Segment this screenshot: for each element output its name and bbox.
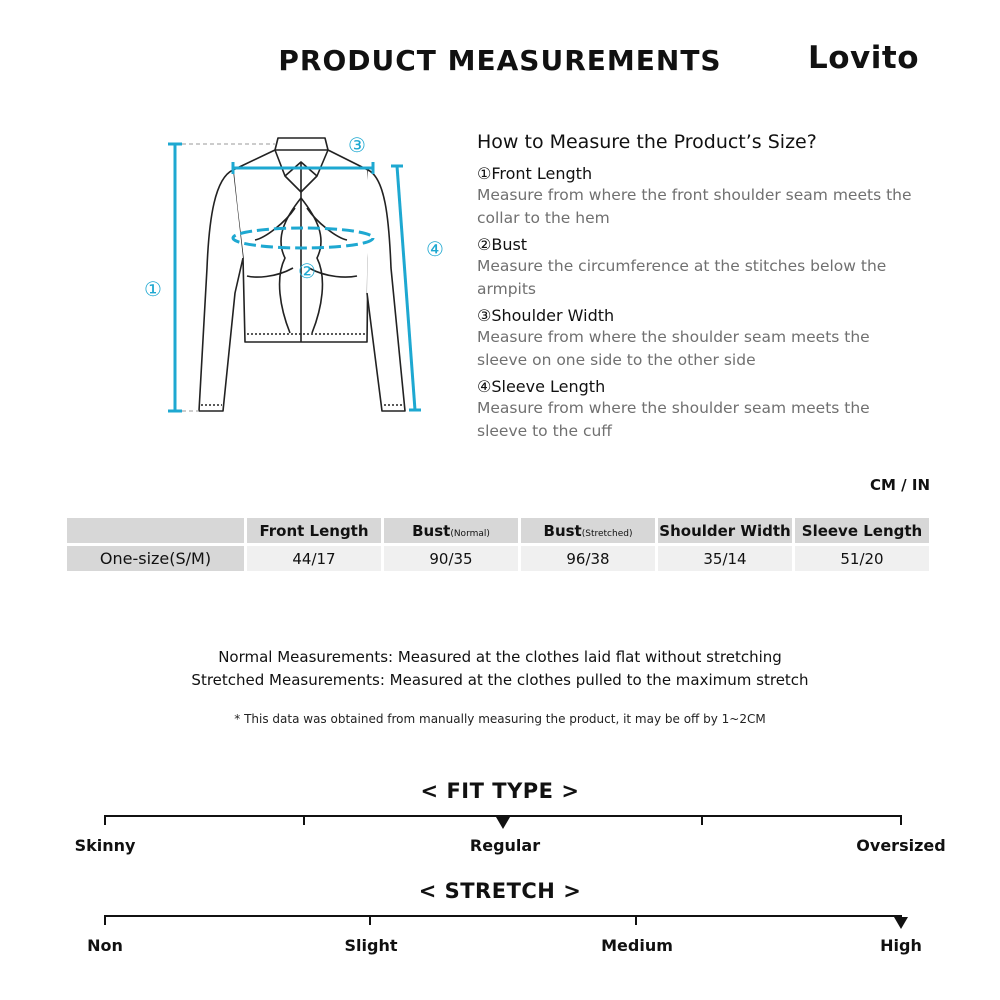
guide-item-name: ④Sleeve Length bbox=[477, 377, 606, 396]
guide-item-desc: Measure from where the front shoulder seam meets the collar to the hem bbox=[477, 186, 912, 227]
guide-item-shoulder-width bbox=[477, 305, 917, 372]
fit-label-skinny: Skinny bbox=[74, 836, 136, 855]
fit-type-tick bbox=[900, 815, 902, 825]
stretch-tick bbox=[369, 915, 371, 925]
stretch-label-non: Non bbox=[87, 936, 123, 955]
guide-item-name: ③Shoulder Width bbox=[477, 306, 615, 325]
marker-shoulder-width: ③ bbox=[348, 133, 366, 157]
fit-type-tick bbox=[303, 815, 305, 825]
note-normal: Normal Measurements: Measured at the clothes laid flat without stretching bbox=[218, 648, 782, 666]
marker-sleeve-length: ④ bbox=[426, 237, 444, 261]
stretch-tick bbox=[104, 915, 106, 925]
guide-item-sleeve-length bbox=[477, 376, 917, 443]
fit-type-tick bbox=[701, 815, 703, 825]
guide-item-bust bbox=[477, 234, 917, 301]
guide-item-name: ②Bust bbox=[477, 235, 528, 254]
stretch-label-medium: Medium bbox=[601, 936, 673, 955]
stretch-marker bbox=[894, 917, 908, 929]
jacket-measurement-diagram bbox=[135, 128, 455, 423]
brand-logo: Lovito bbox=[808, 40, 920, 76]
header-bust-normal-main: Bust bbox=[412, 521, 451, 540]
stretch-tick bbox=[635, 915, 637, 925]
header-sleeve-length: Sleeve Length bbox=[795, 518, 929, 543]
size-cell: One-size(S/M) bbox=[67, 546, 244, 571]
guide-item-desc: Measure from where the shoulder seam meets the sleeve on one side to the other side bbox=[477, 328, 870, 369]
guide-item-name: ①Front Length bbox=[477, 164, 593, 183]
table-header-row bbox=[67, 518, 929, 543]
table-row bbox=[67, 546, 929, 571]
page-title: PRODUCT MEASUREMENTS bbox=[278, 44, 722, 77]
cell-shoulder-width: 35/14 bbox=[658, 546, 792, 571]
size-table bbox=[64, 515, 932, 574]
fit-type-marker bbox=[496, 817, 510, 829]
note-stretched: Stretched Measurements: Measured at the clothes pulled to the maximum stretch bbox=[191, 671, 809, 689]
cell-bust-stretched: 96/38 bbox=[521, 546, 655, 571]
stretch-title: < STRETCH > bbox=[418, 879, 582, 903]
marker-front-length: ① bbox=[144, 277, 162, 301]
header-bust-stretched-main: Bust bbox=[543, 521, 582, 540]
fit-type-tick bbox=[104, 815, 106, 825]
unit-label: CM / IN bbox=[870, 476, 930, 494]
marker-bust: ② bbox=[298, 259, 316, 283]
fit-label-regular: Regular bbox=[469, 836, 541, 855]
measure-guide bbox=[477, 131, 917, 447]
cell-sleeve-length: 51/20 bbox=[795, 546, 929, 571]
header-bust-stretched-sub: (Stretched) bbox=[581, 528, 633, 539]
header-bust-normal-sub: (Normal) bbox=[450, 528, 490, 539]
header-bust-stretched bbox=[521, 518, 655, 543]
table-header-blank bbox=[67, 518, 244, 543]
guide-item-front-length bbox=[477, 163, 917, 230]
header-front-length: Front Length bbox=[247, 518, 381, 543]
fit-type-title: < FIT TYPE > bbox=[420, 779, 580, 803]
header-shoulder-width: Shoulder Width bbox=[658, 518, 792, 543]
stretch-label-slight: Slight bbox=[344, 936, 398, 955]
guide-title: How to Measure the Product’s Size? bbox=[477, 131, 817, 153]
cell-bust-normal: 90/35 bbox=[384, 546, 518, 571]
disclaimer: * This data was obtained from manually measuring the product, it may be off by 1~2CM bbox=[234, 712, 766, 726]
stretch-scale bbox=[104, 915, 902, 917]
cell-front-length: 44/17 bbox=[247, 546, 381, 571]
guide-item-desc: Measure from where the shoulder seam meets the sleeve to the cuff bbox=[477, 399, 870, 440]
guide-item-desc: Measure the circumference at the stitches below the armpits bbox=[477, 257, 887, 298]
fit-label-oversized: Oversized bbox=[856, 836, 946, 855]
header-bust-normal bbox=[384, 518, 518, 543]
stretch-label-high: High bbox=[880, 936, 922, 955]
